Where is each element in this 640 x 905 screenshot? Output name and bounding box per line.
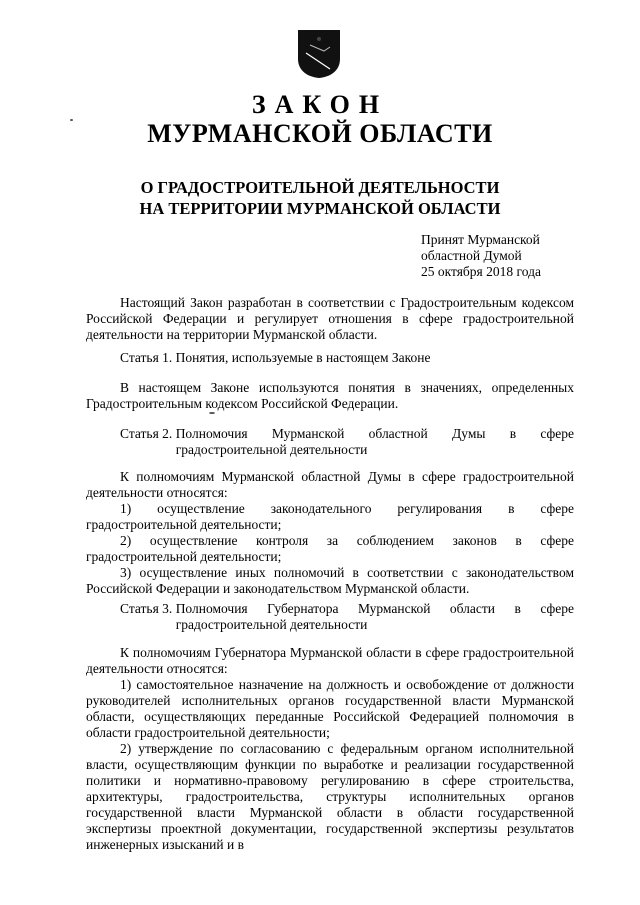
preamble-text: Настоящий Закон разработан в соответствии с Градостроительным кодексом Российской Федерации и регулирует отношения в сфере градостроительной деятельности на территории Мурманской области. (86, 295, 574, 342)
scan-speck (70, 119, 73, 121)
adoption-line-2: областной Думой (421, 248, 522, 263)
article-2-body (86, 469, 574, 597)
document-title-region: МУРМАНСКОЙ ОБЛАСТИ (147, 119, 493, 148)
adoption-line-1: Принят Мурманской (421, 232, 540, 247)
adoption-date: 25 октября 2018 года (421, 264, 541, 279)
article-2-intro: К полномочиям Мурманской областной Думы в сфере градостроительной деятельности относятся: (86, 469, 574, 500)
article-1-title: Статья 1. Понятия, используемые в настоящем Законе (120, 350, 431, 365)
article-3-number: Статья 3. (120, 601, 176, 616)
article-3-body (86, 645, 574, 853)
article-2-title: Полномочия Мурманской областной Думы в сфере градостроительной деятельности (175, 426, 574, 457)
article-2-item-2: 2) осуществление контроля за соблюдением законов в сфере градостроительной деятельности; (86, 533, 574, 564)
document-subject-line-1: О ГРАДОСТРОИТЕЛЬНОЙ ДЕЯТЕЛЬНОСТИ (140, 178, 500, 197)
article-2-item-3: 3) осуществление иных полномочий в соответствии с законодательством Российской Федерации и законодательством Мурманской области. (86, 565, 574, 596)
article-2-item-1: 1) осуществление законодательного регулирования в сфере градостроительной деятельности; (86, 501, 574, 532)
article-1-body (86, 380, 574, 412)
article-2-heading (120, 426, 574, 458)
preamble (86, 295, 574, 343)
adoption-block (421, 232, 541, 280)
article-3-title: Полномочия Губернатора Мурманской области в сфере градостроительной деятельности (175, 601, 574, 632)
document-title-law: ЗАКОН (251, 90, 389, 119)
article-1-text: В настоящем Законе используются понятия в значениях, определенных Градостроительным кодексом Российской Федерации. (86, 380, 574, 411)
coat-of-arms-icon (296, 29, 342, 79)
article-2-number: Статья 2. (120, 426, 176, 441)
article-3-item-2: 2) утверждение по согласованию с федеральным органом исполнительной власти, осуществляющим функции по выработке и реализации государственной политики и нормативно-правовому регулированию в сфере строительства, архитектуры, градостроительства, структуры исполнительных органов государственной власти Мурманской области в области государственной экспертизы проектной документации, государственной экспертизы результатов инженерных изысканий и в (86, 741, 574, 852)
scan-speck (209, 412, 215, 414)
article-3-intro: К полномочиям Губернатора Мурманской области в сфере градостроительной деятельности относятся: (86, 645, 574, 676)
article-3-item-1: 1) самостоятельное назначение на должность и освобождение от должности руководителей исполнительных органов государственной власти Мурманской области, осуществляющих переданные Российской Федерацией полномочия в области градостроительной деятельности; (86, 677, 574, 740)
article-3-heading (120, 601, 574, 633)
document-subject-line-2: НА ТЕРРИТОРИИ МУРМАНСКОЙ ОБЛАСТИ (139, 199, 501, 218)
